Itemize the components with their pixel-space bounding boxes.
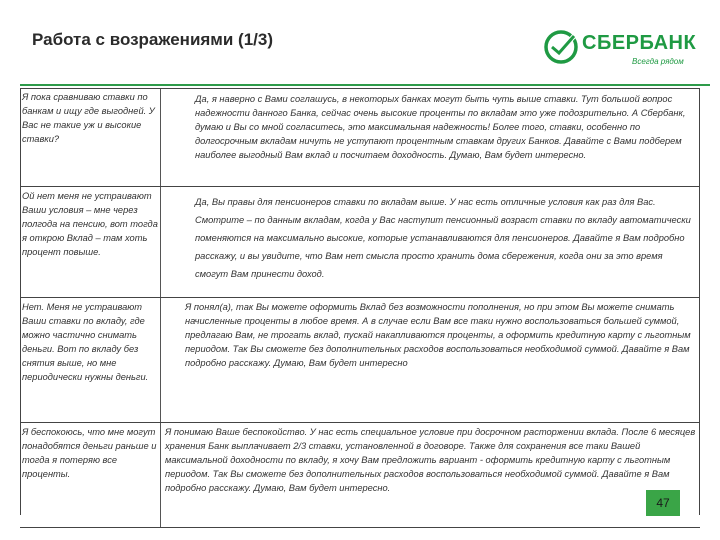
logo-tagline: Всегда рядом (632, 57, 684, 66)
response-cell: Я понял(а), так Вы можете оформить Вклад без возможности пополнения, но при этом Вы можете снимать начисленные проценты в любое время. А в случае если Вам все таки нужно воспользоваться большей суммой, предлагаю Вам, не трогать вклад, пускай накапливаются проценты, а оформить кредитную карту с льготным периодом. Так Вы сможете без дополнительных расходов воспользоваться необходимой суммой. Давайте я Вам подробно расскажу. Думаю, Вам будет интересно (161, 298, 701, 423)
objection-cell: Ой нет меня не устраивают Ваши условия – мне через полгода на пенсию, вот тогда я открою Вклад – там хоть процент повыше. (20, 187, 161, 298)
objection-cell: Я беспокоюсь, что мне могут понадобятся деньги раньше и тогда я потеряю все проценты. (20, 423, 161, 528)
page-number: 47 (646, 490, 680, 516)
response-cell: Да, Вы правы для пенсионеров ставки по вкладам выше. У нас есть отличные условия как раз для Вас. Смотрите – по данным вкладам, когда у Вас наступит пенсионный возраст ставки по вкладу автоматически поменяются на максимально высокие, которые устанавливаются для пенсионеров. Давайте я Вам подробно расскажу, и вы увидите, что Вам нет смысла просто хранить дома сбережения, когда они за это время смогут Вам принести доход. (161, 187, 701, 298)
sberbank-logo (544, 26, 697, 72)
response-cell: Да, я наверно с Вами соглашусь, в некоторых банках могут быть чуть выше ставки. Тут большой вопрос надежности данного Банка, сейчас очень высокие проценты по вкладам это уже подозрительно. А Сбербанк, думаю и Вы со мной согласитесь, это максимальная надежность! Более того, ставки, особенно по долгосрочным вкладам ничуть не уступают процентным ставкам других Банков. Давайте с Вами подберем наиболее выгодный Вам вклад и посчитаем доходность. Думаю, Вам будет интересно. (161, 88, 701, 187)
logo-text: СБЕРБАНК (582, 32, 697, 54)
table-row (20, 298, 700, 423)
sberbank-logo-icon (544, 30, 578, 64)
page-title: Работа с возражениями (1/3) (32, 30, 274, 49)
table-row (20, 187, 700, 298)
header-divider (20, 84, 710, 86)
objection-cell: Нет. Меня не устраивают Ваши ставки по вкладу, где можно частично снимать деньги. Вот по вкладу без снятия выше, но мне периодически нужны деньги. (20, 298, 161, 423)
table-row (20, 88, 700, 187)
table-row (20, 423, 700, 528)
response-cell: Я понимаю Ваше беспокойство. У нас есть специальное условие при досрочном расторжении вклада. После 6 месяцев хранения Банк выплачивает 2/3 ставки, установленной в договоре. Также для сохранения все таки Вашей максимальной доходности по вкладу, я хочу Вам предложить вариант - оформить кредитную карту с льготным периодом. Так Вы сможете без дополнительных расходов воспользоваться необходимой суммой. Давайте я Вам подробно расскажу. Думаю, Вам будет интересно. (161, 423, 701, 528)
objections-table (20, 88, 700, 528)
objection-cell: Я пока сравниваю ставки по банкам и ищу где выгодней. У Вас не такие уж и высокие ставки? (20, 88, 161, 187)
